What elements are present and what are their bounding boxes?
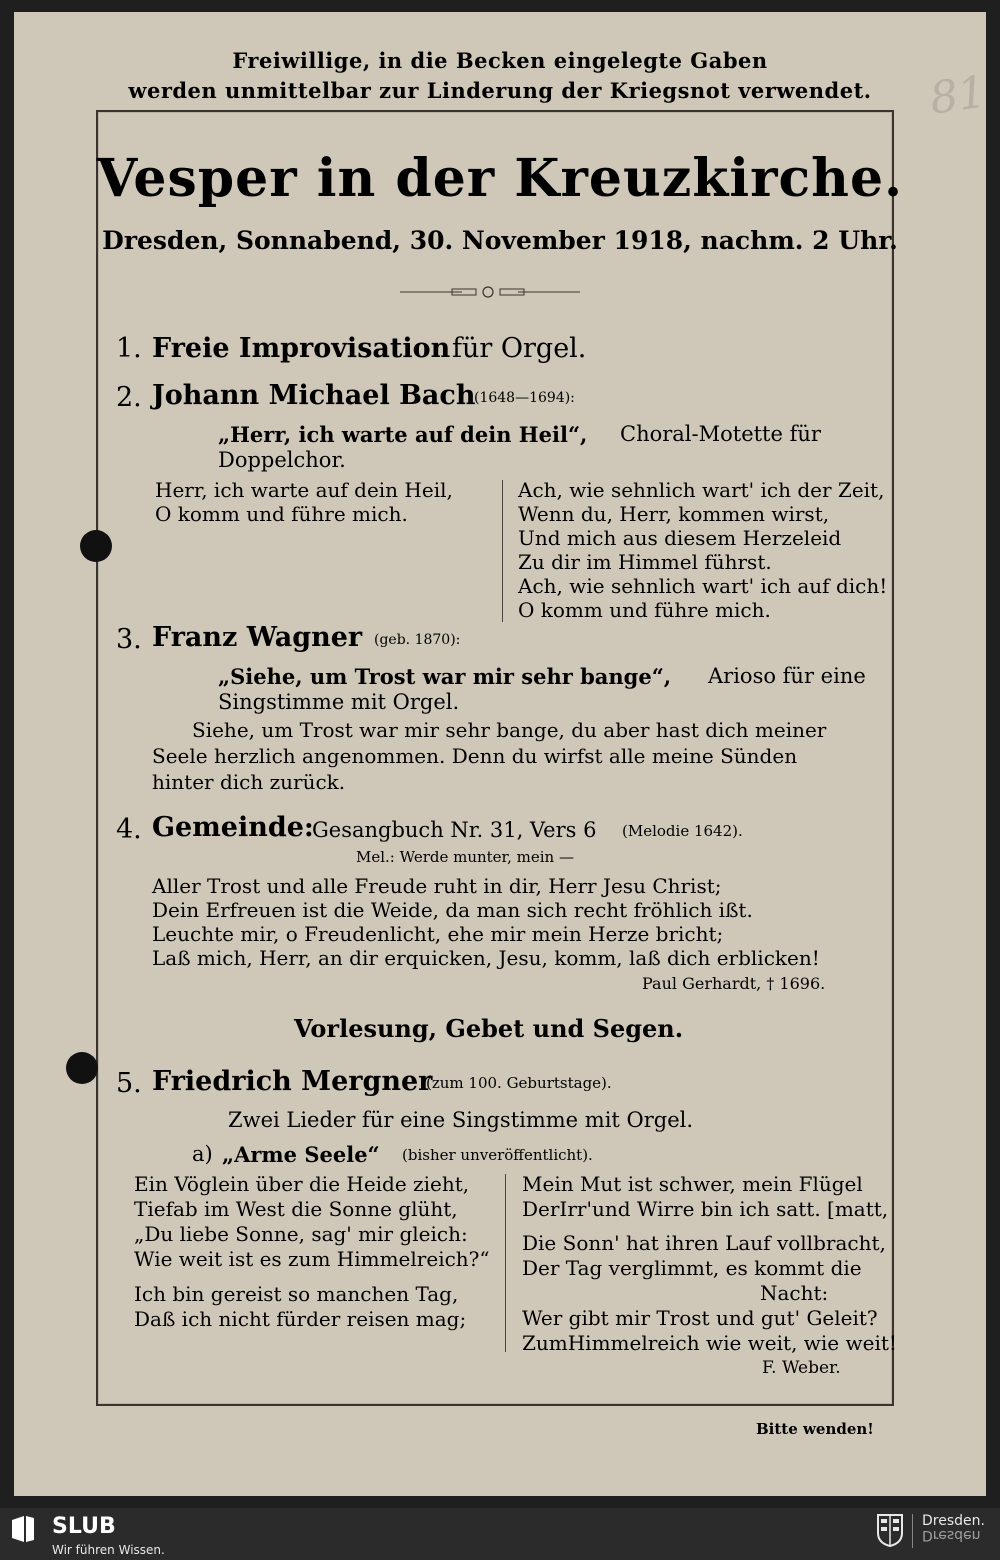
item-2-dates: (1648—1694): bbox=[474, 390, 575, 406]
dresden-coat-of-arms-icon bbox=[876, 1513, 904, 1547]
page-subtitle: Dresden, Sonnabend, 30. November 1918, nachm. 2 Uhr. bbox=[102, 226, 898, 255]
item-5a-label: a) bbox=[192, 1142, 213, 1166]
item-2-number: 2. bbox=[116, 382, 142, 413]
item-4-heading: Gemeinde: bbox=[152, 812, 314, 843]
item-5a-right-line-6: Wer gibt mir Trost und gut' Geleit? bbox=[522, 1306, 878, 1330]
punch-hole bbox=[66, 1052, 98, 1084]
item-4-verse-line-1: Aller Trost und alle Freude ruht in dir, Herr Jesu Christ; bbox=[152, 874, 722, 898]
item-5a-left-line-1: Ein Vöglein über die Heide zieht, bbox=[134, 1172, 470, 1196]
column-divider bbox=[502, 480, 503, 622]
slub-logo-icon bbox=[10, 1514, 36, 1544]
item-5a-left-line-4: Wie weit ist es zum Himmelreich?“ bbox=[134, 1247, 490, 1271]
item-2-work-desc: Choral-Motette für bbox=[620, 422, 821, 446]
item-2-right-line-6: O komm und führe mich. bbox=[518, 598, 771, 622]
dresden-brand-label: Dresden. bbox=[922, 1513, 985, 1529]
item-4-number: 4. bbox=[116, 814, 142, 845]
reading-heading: Vorlesung, Gebet und Segen. bbox=[294, 1014, 684, 1043]
ornament-divider-icon bbox=[400, 282, 580, 302]
item-2-left-line-1: Herr, ich warte auf dein Heil, bbox=[155, 478, 453, 502]
item-3-text-line-1: Siehe, um Trost war mir sehr bange, du aber hast dich meiner bbox=[192, 718, 827, 742]
item-1-number: 1. bbox=[116, 333, 142, 364]
item-4-verse-line-2: Dein Erfreuen ist die Weide, da man sich recht fröhlich ißt. bbox=[152, 898, 753, 922]
item-5a-right-line-1: Mein Mut ist schwer, mein Flügel bbox=[522, 1172, 863, 1196]
item-4-melody-line: Mel.: Werde munter, mein — bbox=[356, 848, 574, 866]
item-5a-right-line-2: DerIrr'und Wirre bin ich satt. [matt, bbox=[522, 1197, 889, 1221]
item-4-hymnbook: Gesangbuch Nr. 31, Vers 6 bbox=[312, 818, 597, 842]
item-3-composer: Franz Wagner bbox=[152, 622, 363, 653]
item-2-right-line-4: Zu dir im Himmel führst. bbox=[518, 550, 772, 574]
item-2-work-title: „Herr, ich warte auf dein Heil“, bbox=[218, 422, 588, 447]
dresden-brand[interactable] bbox=[922, 1513, 985, 1543]
item-3-number: 3. bbox=[116, 624, 142, 655]
item-4-author: Paul Gerhardt, † 1696. bbox=[642, 974, 826, 993]
item-2-left-line-2: O komm und führe mich. bbox=[155, 502, 408, 526]
item-3-dates: (geb. 1870): bbox=[374, 632, 461, 648]
item-4-verse-line-3: Leuchte mir, o Freudenlicht, ehe mir mein Herze bricht; bbox=[152, 922, 724, 946]
item-5a-left-line-6: Daß ich nicht fürder reisen mag; bbox=[134, 1307, 467, 1331]
item-5a-left-line-5: Ich bin gereist so manchen Tag, bbox=[134, 1282, 459, 1306]
slub-tagline: Wir führen Wissen. bbox=[52, 1543, 165, 1557]
column-divider-2 bbox=[505, 1174, 506, 1352]
item-5a-note: (bisher unveröffentlicht). bbox=[402, 1146, 593, 1164]
item-2-work-desc-2: Doppelchor. bbox=[218, 448, 346, 472]
item-3-work-desc-2: Singstimme mit Orgel. bbox=[218, 690, 460, 714]
donation-notice-line-1: Freiwillige, in die Becken eingelegte Gaben bbox=[232, 48, 768, 73]
item-4-verse-line-4: Laß mich, Herr, an dir erquicken, Jesu, komm, laß dich erblicken! bbox=[152, 946, 820, 970]
footer-divider bbox=[912, 1514, 913, 1548]
item-2-right-line-1: Ach, wie sehnlich wart' ich der Zeit, bbox=[518, 478, 885, 502]
item-5a-right-line-5: Nacht: bbox=[760, 1281, 829, 1305]
item-3-work-desc: Arioso für eine bbox=[708, 664, 866, 688]
item-5a-right-line-7: ZumHimmelreich wie weit, wie weit! bbox=[522, 1331, 897, 1355]
item-3-text-line-3: hinter dich zurück. bbox=[152, 770, 346, 794]
item-1-name: Freie Improvisation bbox=[152, 333, 451, 364]
item-5-note: (zum 100. Geburtstage). bbox=[426, 1074, 612, 1092]
item-5a-right-line-3: Die Sonn' hat ihren Lauf vollbracht, bbox=[522, 1231, 886, 1255]
item-5a-author: F. Weber. bbox=[762, 1358, 841, 1378]
item-2-right-line-5: Ach, wie sehnlich wart' ich auf dich! bbox=[518, 574, 888, 598]
item-5a-left-line-2: Tiefab im West die Sonne glüht, bbox=[134, 1197, 458, 1221]
dresden-brand-mirror: Dresden bbox=[922, 1527, 981, 1543]
item-5a-left-line-3: „Du liebe Sonne, sag' mir gleich: bbox=[134, 1222, 468, 1246]
item-5a-right-line-4: Der Tag verglimmt, es kommt die bbox=[522, 1256, 862, 1280]
item-3-work-title: „Siehe, um Trost war mir sehr bange“, bbox=[218, 664, 672, 689]
item-2-right-line-3: Und mich aus diesem Herzeleid bbox=[518, 526, 842, 550]
pencil-mark: 81 bbox=[926, 66, 990, 125]
item-5-composer: Friedrich Mergner bbox=[152, 1066, 433, 1097]
item-2-composer: Johann Michael Bach bbox=[152, 380, 476, 411]
item-5-description: Zwei Lieder für eine Singstimme mit Orgel. bbox=[228, 1108, 694, 1132]
slub-brand[interactable]: SLUB bbox=[52, 1514, 116, 1539]
punch-hole bbox=[80, 530, 112, 562]
item-2-right-line-2: Wenn du, Herr, kommen wirst, bbox=[518, 502, 830, 526]
donation-notice-line-2: werden unmittelbar zur Linderung der Kriegsnot verwendet. bbox=[128, 78, 872, 103]
page-title: Vesper in der Kreuzkirche. bbox=[96, 148, 904, 209]
item-4-melody-year: (Melodie 1642). bbox=[622, 822, 743, 840]
item-1-rest: für Orgel. bbox=[452, 333, 587, 364]
item-3-text-line-2: Seele herzlich angenommen. Denn du wirfst alle meine Sünden bbox=[152, 744, 798, 768]
item-5-number: 5. bbox=[116, 1068, 142, 1099]
turn-page-note: Bitte wenden! bbox=[756, 1420, 874, 1438]
item-5a-title: „Arme Seele“ bbox=[222, 1142, 380, 1167]
